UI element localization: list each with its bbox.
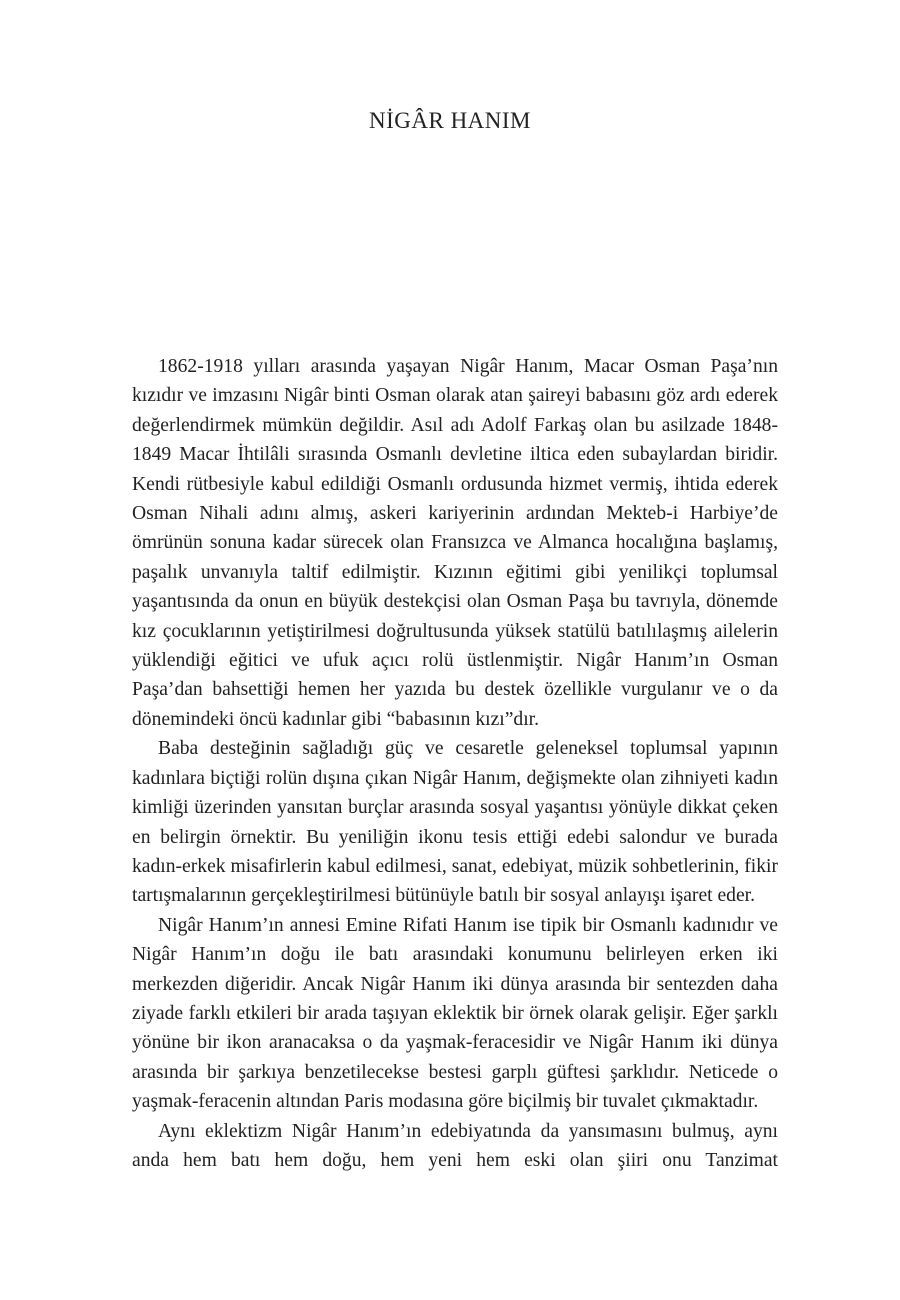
paragraph-1: 1862-1918 yılları arasında yaşayan Nigâr Hanım, Macar Osman Paşa’nın kızıdır ve imzasını Nigâr binti Osman olarak atan şaireyi babasını göz ardı ederek değerlendirmek mümkün değildir. Asıl adı Adolf Farkaş olan bu asilzade 1848-1849 Macar İhtilâli sırasında Osmanlı devletine iltica eden subaylardan biridir. Kendi rütbesiyle kabul edildiği Osmanlı ordusunda hizmet vermiş, ihtida ederek Osman Nihali adını almış, askeri kariyerinin ardından Mekteb-i Harbiye’de ömrünün sonuna kadar sürecek olan Fransızca ve Almanca hocalığına başlamış, paşalık unvanıyla taltif edilmiştir. Kızının eğitimi gibi yenilikçi toplumsal yaşantısında da onun en büyük destekçisi olan Osman Paşa bu tavrıyla, dönemde kız çocuklarının yetiştirilmesi doğrultusunda yüksek statülü batılılaşmış ailelerin yüklendiği eğitici ve ufuk açıcı rolü üstlenmiştir. Nigâr Hanım’ın Osman Paşa’dan bahsettiği hemen her yazıda bu destek özellikle vurgulanır ve o da dönemindeki öncü kadınlar gibi “babasının kızı”dır. [132, 356, 778, 730]
paragraph-2: Baba desteğinin sağladığı güç ve cesaretle geleneksel toplumsal yapının kadınlara biçtiği rolün dışına çıkan Nigâr Hanım, değişmekte olan zihniyeti kadın kimliği üzerinden yansıtan burçlar arasında sosyal yaşantısı yönüyle dikkat çeken en belirgin örnektir. Bu yeniliğin ikonu tesis ettiği edebi salondur ve burada kadın-erkek misafirlerin kabul edilmesi, sanat, edebiyat, müzik sohbetlerinin, fikir tartışmalarının gerçekleştirilmesi bütünüyle batılı bir sosyal anlayışı işaret eder. [132, 738, 778, 907]
body-text [132, 352, 778, 1175]
chapter-title: NİGÂR HANIM [368, 108, 532, 133]
paragraph-3: Nigâr Hanım’ın annesi Emine Rifati Hanım ise tipik bir Osmanlı kadınıdır ve Nigâr Hanım’ın doğu ile batı arasındaki konumunu belirleyen erken iki merkezden diğeridir. Ancak Nigâr Hanım iki dünya arasında bir sentezden daha ziyade farklı etkileri bir arada taşıyan eklektik bir örnek olarak gelişir. Eğer şarklı yönüne bir ikon aranacaksa o da yaşmak-feracesidir ve Nigâr Hanım iki dünya arasında bir şarkıya benzetilecekse bestesi garplı güftesi şarklıdır. Neticede o yaşmak-feracenin altından Paris modasına göre biçilmiş bir tuvalet çıkmaktadır. [132, 914, 778, 1113]
paragraph-4: Aynı eklektizm Nigâr Hanım’ın edebiyatında da yansımasını bulmuş, aynı anda hem batı hem doğu, hem yeni hem eski olan şiiri onu Tanzimat [132, 1120, 778, 1171]
